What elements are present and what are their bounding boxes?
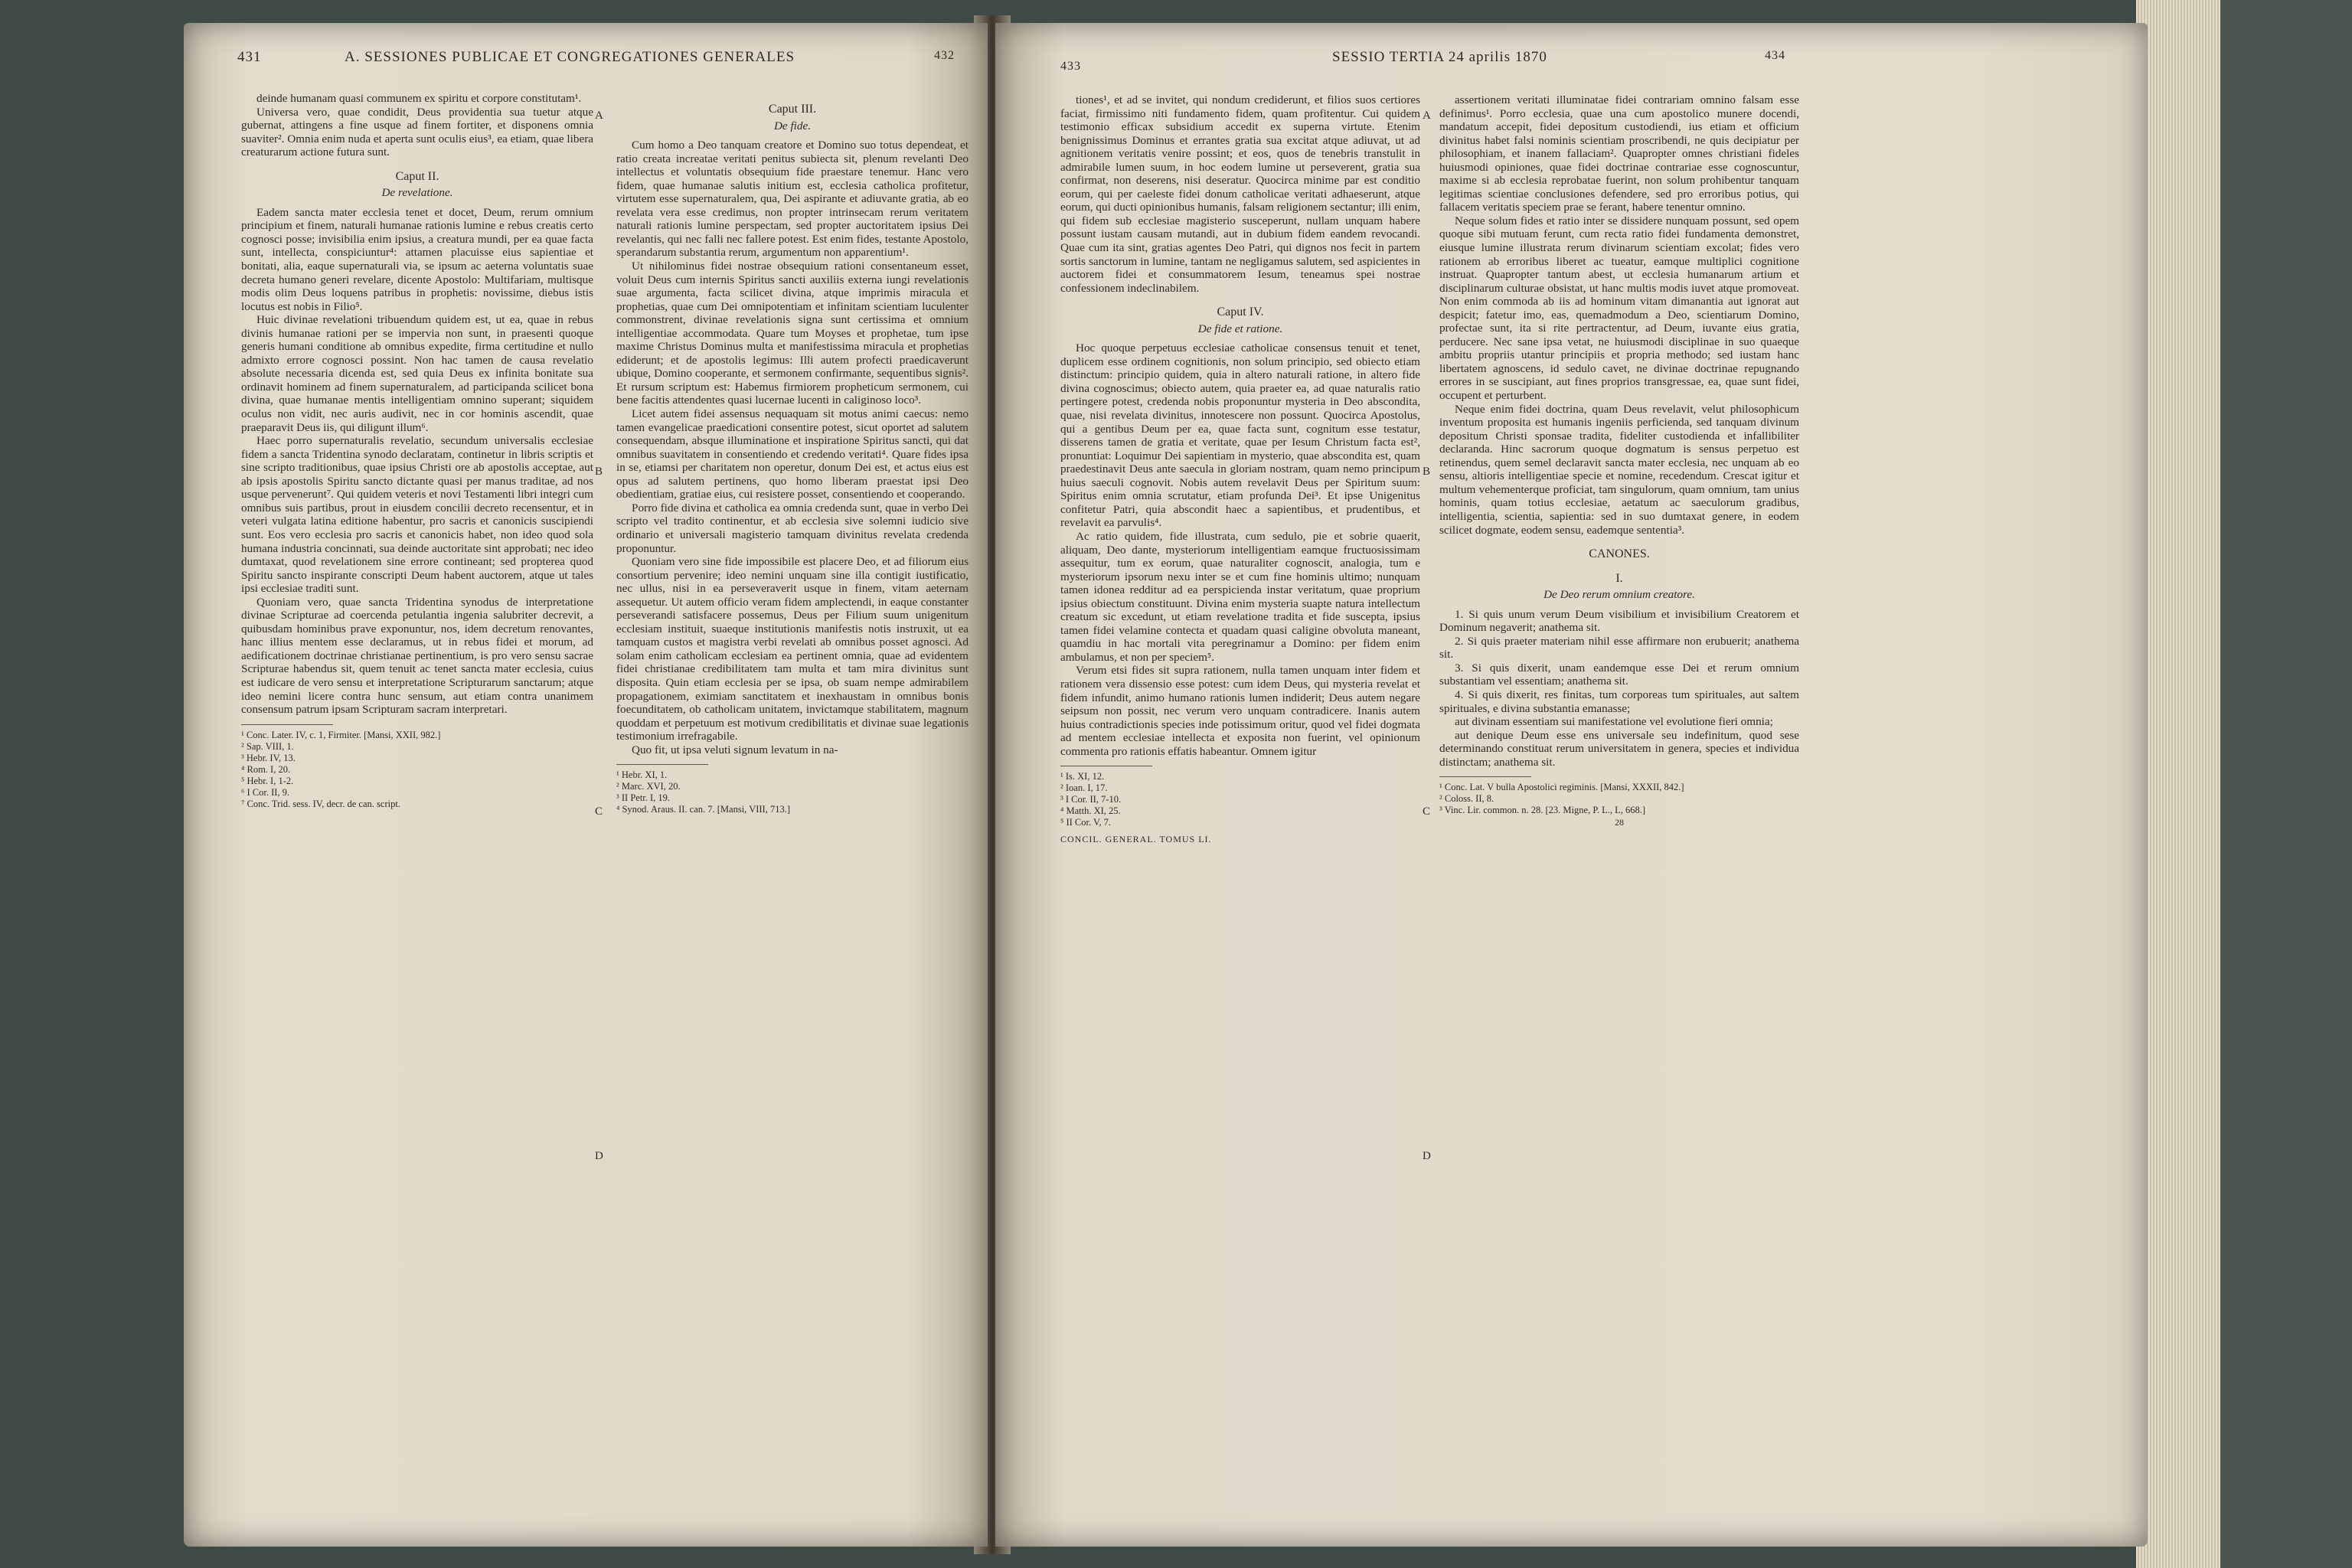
- body-paragraph: tiones¹, et ad se invitet, qui nondum crediderunt, et filios suos certiores faciat, firmissimo niti fundamento fidem, quam profitentur. Cui quidem testimonio efficax subsidium accedit ex superna virtute. Etenim benignissimus Dominus et errantes gratia sua excitat atque adiuvat, ut ad agnitionem veritatis venire possint; et eos, quos de tenebris transtulit in admirabile lumen suum, in hoc eodem lumine ut perseverent, gratia sua confirmat, non deserens, nisi deseratur. Quocirca minime par est conditio eorum, qui per caeleste fidei donum catholicae veritati adhaeserunt, atque eorum, qui ducti opinionibus humanis, falsam religionem sectantur; illi enim, qui fidem sub ecclesiae magisterio susceperunt, nullam unquam habere possunt iustam causam mutandi, aut in dubium fidem eandem revocandi. Quae cum ita sint, gratias agentes Deo Patri, qui dignos nos fecit in partem sortis sanctorum in lumine, tantam ne negligamus salutem, sed aspicientes in auctorem fidei et consummatorem Iesum, teneamus spei nostrae confessionem indeclinabilem.: [1060, 93, 1420, 295]
- left-column-2: [616, 92, 969, 1531]
- body-paragraph: Quoniam vero sine fide impossibile est placere Deo, et ad filiorum eius consortium pervenire; ideo nemini unquam sine illa contigit iustificatio, nec ullus, nisi in ea perseveraverit usque in finem, vitam aeternam assequetur. Ut autem officio veram fidem amplectendi, in eaque constanter perseverandi satisfacere possemus, Deus per Filium suum unigenitum ecclesiam instituit, suaeque institutionis manifestis notis instruxit, ut ea tamquam custos et magistra verbi revelati ab omnibus posset agnosci. Ad solam enim catholicam ecclesiam ea pertinent omnia, quae ad evidentem fidei christianae credibilitatem tam multa et tam mira divinitus sunt disposita. Quin etiam ecclesia per se ipsa, ob suam nempe admirabilem propagationem, eximiam sanctitatem et inexhaustam in omnibus bonis foecunditatem, ob catholicam unitatem, invictamque stabilitatem, magnum quoddam et perpetuum est motivum credibilitatis et divinae suae legationis testimonium irrefragabile.: [616, 555, 969, 743]
- body-paragraph: Porro fide divina et catholica ea omnia credenda sunt, quae in verbo Dei scripto vel tradito continentur, et ab ecclesia sive solemni iudicio sive ordinario et universali magisterio tamquam divinitus revelata credenda proponuntur.: [616, 501, 969, 555]
- body-paragraph: deinde humanam quasi communem ex spiritu et corpore constitutam¹.: [256, 92, 582, 105]
- footnote: ³ II Petr. I, 19.: [616, 792, 671, 804]
- signature-mark: CONCIL. GENERAL. TOMUS LI.: [1060, 834, 1212, 845]
- running-header: A. SESSIONES PUBLICAE ET CONGREGATIONES GENERALES: [345, 49, 795, 65]
- chapter-subtitle: De fide.: [773, 119, 812, 132]
- body-paragraph: Quoniam vero, quae sancta Tridentina synodus de interpretatione divinae Scripturae ad coercenda petulantia ingenia salubriter decrevit, a quibusdam hominibus prave exponuntur, nos, idem decretum renovantes, hanc illius mentem esse declaramus, ut in rebus fidei et morum, ad aedificationem doctrinae christianae pertinentium, is pro vero sensu sacrae Scripturae habendus sit, quem tenuit ac tenet sancta mater ecclesia, cuius est iudicare de vero sensu et interpretatione Scripturarum sanctarum; atque ideo nemini licere contra hunc sensum, aut etiam contra unanimem consensum patrum ipsam Scripturam sacram interpretari.: [241, 595, 593, 717]
- margin-letter: D: [1423, 1150, 1431, 1162]
- footnote: ³ Vinc. Lir. common. n. 28. [23. Migne, P. L., L, 668.]: [1439, 805, 1646, 816]
- body-paragraph: Hoc quoque perpetuus ecclesiae catholicae consensus tenuit et tenet, duplicem esse ordinem cognitionis, non solum principio, sed obiecto etiam distinctum: principio quidem, quia in altero naturali ratione, in altero fide divina cognoscimus; obiecto autem, quia praeter ea, ad quae naturalis ratio pertingere potest, credenda nobis proponuntur mysteria in Deo abscondita, quae, nisi revelata divinitus, innotescere non possunt. Quocirca Apostolus, qui a gentibus Deum per ea, quae facta sunt, cognitum esse testatur, disserens tamen de gratia et veritate, quae per Iesum Christum facta est², pronuntiat: Loquimur Dei sapientiam in mysterio, quae abscondita est, quam praedestinavit Deus ante saecula in gloriam nostram, quam nemo principum huius saeculi cognovit. Nobis autem revelavit Deus per Spiritum suum: Spiritus enim omnia scrutatur, etiam profunda Dei³. Et ipse Unigenitus confitetur Patri, quia abscondit haec a sapientibus, et prudentibus, et revelavit ea parvulis⁴.: [1060, 341, 1420, 530]
- margin-letter: C: [595, 805, 603, 818]
- footnote: ¹ Is. XI, 12.: [1060, 771, 1105, 782]
- footnote: ¹ Hebr. XI, 1.: [616, 769, 668, 781]
- footnote: ² Sap. VIII, 1.: [241, 740, 294, 752]
- body-paragraph: Neque solum fides et ratio inter se dissidere nunquam possunt, sed opem quoque sibi mutuam ferunt, cum recta ratio fidei fundamenta demonstret, eiusque lumine illustrata rerum divinarum scientiam excolat; fides vero rationem ab erroribus liberet ac tueatur, eamque multiplici cognitione instruat. Quapropter tantum abest, ut ecclesia humanarum artium et disciplinarum culturae obsistat, ut hanc multis modis iuvet atque promoveat. Non enim commoda ab iis ad hominum vitam dimanantia aut ignorat aut despicit; fatetur imo, eas, quemadmodum a Deo, scientiarum Domino, profectae sunt, ita si rite pertractentur, ad Deum, iuvante eius gratia, perducere. Nec sane ipsa vetat, ne huiusmodi disciplinae in suo quaeque ambitu propriis utantur principiis et propria methodo; sed iustam hanc libertatem agnoscens, id sedulo cavet, ne divinae doctrinae repugnando errores in se suscipiant, aut fines proprios transgressae, ea, quae sunt fidei, occupent et perturbent.: [1439, 214, 1799, 403]
- canon-subtitle: De Deo rerum omnium creatore.: [1544, 588, 1695, 602]
- body-paragraph: Cum homo a Deo tanquam creatore et Domino suo totus dependeat, et ratio creata increatae veritati penitus subiecta sit, plenum revelanti Deo intellectus et voluntatis obsequium fide praestare tenemur. Hanc vero fidem, quae humanae salutis initium est, ecclesia catholica profitetur, virtutem esse supernaturalem, qua, Dei aspirante et adiuvante gratia, ab eo revelata vera esse credimus, non propter intrinsecam rerum veritatem naturali rationis lumine perspectam, sed propter auctoritatem ipsius Dei revelantis, qui nec falli nec fallere potest. Est enim fides, testante Apostolo, sperandarum substantia rerum, argumentum non apparentium¹.: [616, 139, 969, 260]
- margin-letter: A: [1423, 109, 1431, 122]
- chapter-heading: Caput IV.: [1217, 305, 1264, 319]
- margin-letter: C: [1423, 805, 1431, 818]
- canon-paragraph: 2. Si quis praeter materiam nihil esse affirmare non erubuerit; anathema sit.: [1439, 634, 1799, 662]
- footnotes: [616, 769, 969, 815]
- footnotes: [1060, 771, 1420, 828]
- footnote-rule: [241, 724, 333, 725]
- chapter-subtitle: De revelatione.: [381, 186, 453, 200]
- footnote: ⁶ I Cor. II, 9.: [241, 786, 290, 798]
- canon-paragraph: 1. Si quis unum verum Deum visibilium et invisibilium Creatorem et Dominum negaverit; anathema sit.: [1439, 607, 1799, 635]
- chapter-heading: Caput II.: [395, 169, 439, 183]
- left-page: [184, 23, 988, 1547]
- body-paragraph: Eadem sancta mater ecclesia tenet et docet, Deum, rerum omnium principium et finem, naturali humanae rationis lumine e rebus creatis certo cognosci posse; invisibilia enim ipsius, a creatura mundi, per ea quae facta sunt, intellecta, conspiciuntur⁴: attamen placuisse eius sapientiae et bonitati, alia, eaque supernaturali via, se ipsum ac aeterna voluntatis suae decreta humano generi revelare, dicente Apostolo: Multifariam, multisque modis olim Deus loquens patribus in prophetis: novissime, diebus istis locutus est nobis in Filio⁵.: [241, 205, 593, 313]
- margin-letter: B: [1423, 466, 1431, 478]
- footnote: ² Marc. XVI, 20.: [616, 781, 681, 792]
- footnote: ⁵ II Cor. V, 7.: [1060, 817, 1112, 828]
- page-edges: [2136, 0, 2220, 1568]
- canon-paragraph: aut divinam essentiam sui manifestatione vel evolutione fieri omnia;: [1455, 715, 1773, 729]
- background-right: [2220, 0, 2352, 1568]
- canones-heading: CANONES.: [1589, 547, 1650, 561]
- margin-letter: B: [595, 466, 603, 478]
- footnote: ² Coloss. II, 8.: [1439, 793, 1494, 805]
- chapter-heading: Caput III.: [768, 103, 817, 116]
- body-paragraph: Universa vero, quae condidit, Deus providentia sua tuetur atque gubernat, attingens a fine usque ad finem fortiter, et disponens omnia suaviter². Omnia enim nuda et aperta sunt oculis eius³, ea etiam, quae libera creaturarum actione futura sunt.: [241, 105, 593, 159]
- body-paragraph: assertionem veritati illuminatae fidei contrariam omnino falsam esse definimus¹. Porro ecclesia, quae una cum apostolico munere docendi, mandatum accepit, fidei depositum custodiendi, ius etiam et officium divinitus habet falsi nominis scientiam proscribendi, ne quis decipiatur per philosophiam, et inanem fallaciam². Quapropter omnes christiani fideles huiusmodi opiniones, quae fidei doctrinae contrariae esse cognoscuntur, maxime si ab ecclesia reprobatae fuerint, non solum prohibentur tanquam legitimas scientiae conclusiones defendere, sed pro erroribus potius, qui fallacem veritatis speciem prae se ferant, habere tenentur omnino.: [1439, 93, 1799, 214]
- right-page: [995, 23, 2148, 1547]
- footnote: ⁵ Hebr. I, 1-2.: [241, 775, 294, 786]
- footnote-rule: [616, 764, 708, 765]
- footnotes: [1439, 782, 1799, 816]
- body-paragraph: Ac ratio quidem, fide illustrata, cum sedulo, pie et sobrie quaerit, aliquam, Deo dante, mysteriorum intelligentiam eamque fructuosissimam assequitur, tum ex eorum, quae naturaliter cognoscit, analogia, tum e mysteriorum ipsorum nexu inter se et cum fine hominis ultimo; nunquam tamen idonea redditur ad ea perspicienda instar veritatum, quae proprium ipsius obiectum constituunt. Divina enim mysteria suapte natura intellectum creatum sic excedunt, ut etiam revelatione tradita et fide suscepta, ipsius tamen fidei velamine contecta et quadam quasi caligine obvoluta maneant, quamdiu in hac mortali vita peregrinamur a Domino: per fidem enim ambulamus, et non per speciem⁵.: [1060, 529, 1420, 664]
- chapter-subtitle: De fide et ratione.: [1197, 322, 1283, 335]
- page-number: 431: [237, 49, 262, 65]
- body-paragraph: Neque enim fidei doctrina, quam Deus revelavit, velut philosophicum inventum proposita est humanis ingeniis perficienda, sed tanquam divinum depositum Christi sponsae tradita, fideliter custodienda et infallibiliter declaranda. Hinc sacrorum quoque dogmatum is sensus perpetuo est retinendus, quem semel declaravit sancta mater ecclesia, nec unquam ab eo sensu, altioris intelligentiae specie et nomine, recedendum. Crescat igitur et multum vehementerque proficiat, tam singulorum, quam omnium, tam unius hominis, quam totius ecclesiae, aetatum ac saeculorum gradibus, intelligentia, scientia, sapientia: sed in suo dumtaxat genere, in eodem scilicet dogmate, eodem sensu, eademque sententia³.: [1439, 402, 1799, 537]
- page-number: 434: [1765, 49, 1785, 62]
- signature-number: 28: [1615, 817, 1624, 828]
- canon-paragraph: 4. Si quis dixerit, res finitas, tum corporeas tum spirituales, aut saltem spirituales, e divina substantia emanasse;: [1439, 688, 1799, 715]
- canon-paragraph: 3. Si quis dixerit, unam eandemque esse Dei et rerum omnium substantiam vel essentiam; anathema sit.: [1439, 661, 1799, 688]
- body-paragraph: Haec porro supernaturalis revelatio, secundum universalis ecclesiae fidem a sancta Tridentina synodo declaratam, continetur in libris scriptis et sine scripto traditionibus, quae ipsius Christi ore ab apostolis acceptae, aut ab ipsis apostolis Spiritu sancto dictante quasi per manus traditae, ad nos usque pervenerunt⁷. Qui quidem veteris et novi Testamenti libri integri cum omnibus suis partibus, prout in eiusdem concilii decreto recensentur, et in veteri vulgata latina editione habentur, pro sacris et canonicis suscipiendi sunt. Eos vero ecclesia pro sacris et canonicis habet, non ideo quod sola humana industria concinnati, sua deinde auctoritate sint approbati; nec ideo dumtaxat, quod revelationem sine errore contineant; sed propterea quod Spiritu sancto inspirante conscripti Deum habent auctorem, atque ut tales ipsi ecclesiae traditi sunt.: [241, 434, 593, 596]
- body-paragraph: Quo fit, ut ipsa veluti signum levatum in na-: [632, 743, 838, 756]
- canon-number: I.: [1615, 571, 1623, 585]
- margin-letter: D: [595, 1150, 603, 1162]
- margin-letter: A: [595, 109, 603, 122]
- footnote: ⁴ Synod. Araus. II. can. 7. [Mansi, VIII, 713.]: [616, 804, 791, 815]
- body-paragraph: Huic divinae revelationi tribuendum quidem est, ut ea, quae in rebus divinis humanae rationi per se impervia non sunt, in praesenti quoque generis humani conditione ab omnibus expedite, firma certitudine et nullo admixto errore cognosci possint. Non hac tamen de causa revelatio absolute necessaria dicenda est, sed quia Deus ex infinita bonitate sua ordinavit hominem ad finem supernaturalem, ad participanda scilicet bona divina, quae humanae mentis intelligentiam omnino superant; siquidem oculus non vidit, nec auris audivit, nec in cor hominis ascendit, quae praeparavit Deus iis, qui diligunt illum⁶.: [241, 313, 593, 434]
- left-column-1: [241, 92, 593, 1531]
- right-column-2: [1439, 93, 1799, 1533]
- body-paragraph: Verum etsi fides sit supra rationem, nulla tamen unquam inter fidem et rationem vera dissensio esse potest: cum idem Deus, qui mysteria revelat et fidem infundit, animo humano rationis lumen indiderit; Deus autem negare seipsum non possit, nec verum vero unquam contradicere. Inanis autem huius contradictionis species inde potissimum oritur, quod vel fidei dogmata ad mentem ecclesiae intellecta et exposita non fuerint, vel opinionum commenta pro rationis effatis habeantur. Omnem igitur: [1060, 664, 1420, 758]
- footnote: ³ I Cor. II, 7-10.: [1060, 794, 1122, 805]
- footnote: ³ Hebr. IV, 13.: [241, 752, 296, 763]
- page-number: 433: [1060, 60, 1081, 73]
- footnote: ¹ Conc. Later. IV, c. 1, Firmiter. [Mansi, XXII, 982.]: [241, 729, 441, 740]
- footnotes: [241, 730, 593, 810]
- right-column-1: [1060, 93, 1420, 1533]
- page-number: 432: [934, 49, 955, 62]
- running-header: SESSIO TERTIA 24 aprilis 1870: [1332, 49, 1547, 65]
- footnote: ¹ Conc. Lat. V bulla Apostolici regiminis. [Mansi, XXXII, 842.]: [1439, 782, 1684, 793]
- body-paragraph: Licet autem fidei assensus nequaquam sit motus animi caecus: nemo tamen evangelicae praedicationi consentire potest, sicut oportet ad salutem consequendam, absque illuminatione et inspiratione Spiritus sancti, qui dat omnibus suavitatem in consentiendo et credendo veritati⁴. Quare fides ipsa in se, etiamsi per charitatem non operetur, donum Dei est, et actus eius est opus ad salutem pertinens, quo homo liberam praestat ipsi Deo obedientiam, gratiae eius, cui resistere posset, consentiendo et cooperando.: [616, 407, 969, 501]
- footnote: ⁴ Matth. XI, 25.: [1060, 805, 1121, 817]
- footnote: ² Ioan. I, 17.: [1060, 782, 1108, 794]
- footnote: ⁴ Rom. I, 20.: [241, 763, 291, 775]
- footnote-rule: [1439, 776, 1531, 777]
- footnote: ⁷ Conc. Trid. sess. IV, decr. de can. script.: [241, 798, 400, 809]
- canon-paragraph: aut denique Deum esse ens universale seu indefinitum, quod sese determinando constituat rerum universitatem in genera, species et individua distinctam; anathema sit.: [1439, 728, 1799, 769]
- body-paragraph: Ut nihilominus fidei nostrae obsequium rationi consentaneum esset, voluit Deus cum internis Spiritus sancti auxiliis externa iungi revelationis suae argumenta, facta scilicet divina, atque imprimis miracula et prophetias, quae cum Dei omnipotentiam et infinitam scientiam luculenter commonstrent, divinae revelationis signa sunt certissima et omnium intelligentiae accommodata. Quare tum Moyses et prophetae, tum ipse maxime Christus Dominus multa et manifestissima miracula et prophetias ediderunt; et de apostolis legimus: Illi autem profecti praedicaverunt ubique, Domino cooperante, et sermonem confirmante, sequentibus signis². Et rursum scriptum est: Habemus firmiorem propheticum sermonem, cui bene facitis attendentes quasi lucernae lucenti in caliginoso loco³.: [616, 260, 969, 407]
